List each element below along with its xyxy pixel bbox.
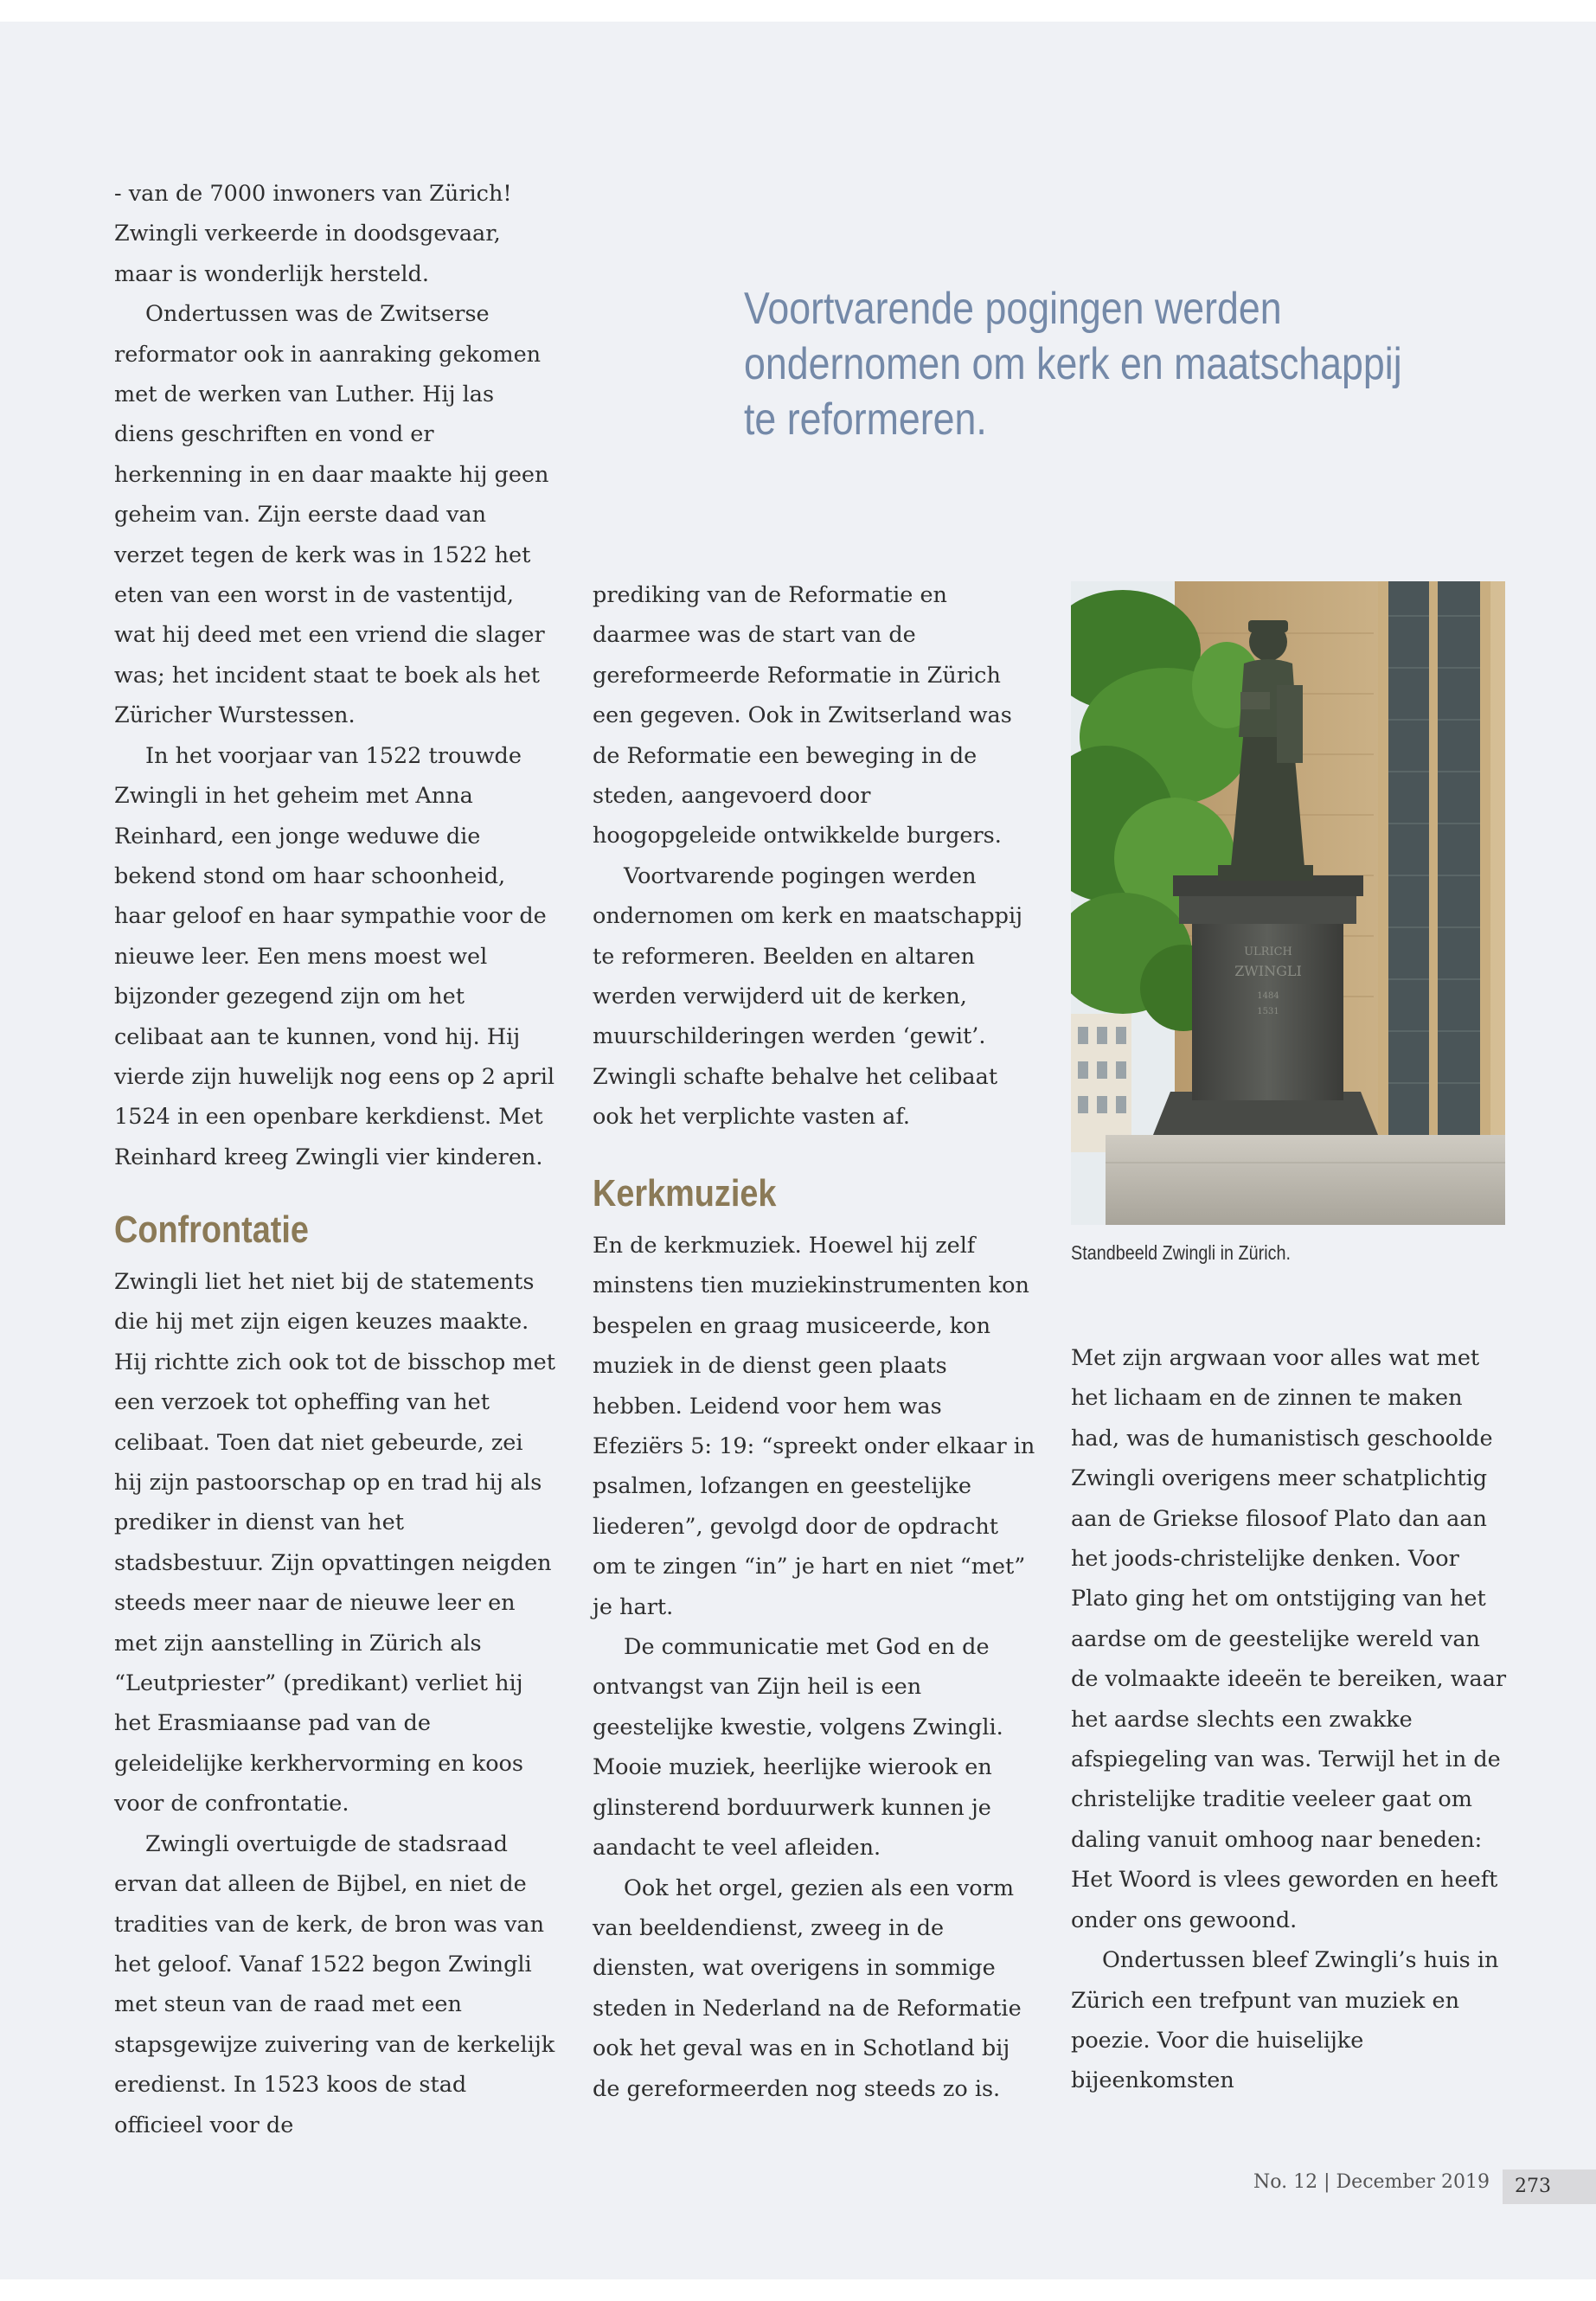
intro-line: maar is wonderlijk hersteld. <box>114 260 429 287</box>
page-number: 273 <box>1503 2170 1596 2204</box>
paragraph: Voortvarende pogingen werden ondernomen om kerk en maatschappij te reformeren. Beelden en altaren werden verwijderd uit de kerken, muurschilderingen werden ‘gewit’. Zwingli schafte behalve het celibaat ook het verplichte vasten af. <box>593 862 1023 1131</box>
paragraph: Zwingli overtuigde de stadsraad ervan dat alleen de Bijbel, en niet de tradities van de kerk, de bron was van het geloof. Vanaf 1522 begon Zwingli met steun van de raad met een stapsgewijze zuivering van de kerkelijk eredienst. In 1523 koos de stad officieel voor de <box>114 1830 555 2138</box>
paragraph: Zwingli liet het niet bij de statements die hij met zijn eigen keuzes maakte. Hij richtte zich ook tot de bisschop met een verzoek tot opheffing van het celibaat. Toen dat niet gebeurde, zei hij zijn pastoorschap op en trad hij als prediker in dienst van het stadsbestuur. Zijn opvattingen neigden steeds meer naar de nieuwe leer en met zijn aanstelling in Zürich als “Leutpriester” (predikant) verliet hij het Erasmiaanse pad van de geleidelijke kerkhervorming en koos voor de confrontatie. <box>114 1269 555 1817</box>
issue-label: No. 12 | December 2019 <box>1253 2171 1490 2193</box>
intro-line: Zwingli verkeerde in doodsgevaar, <box>114 221 501 247</box>
inscription-line: ZWINGLI <box>1234 963 1302 979</box>
paragraph: In het voorjaar van 1522 trouwde Zwingli in het geheim met Anna Reinhard, een jonge weduwe die bekend stond om haar schoonheid, haar geloof en haar sympathie voor de nieuwe leer. Een mens moest wel bijzonder gezegend zijn om het celibaat aan te kunnen, vond hij. Hij vierde zijn huwelijk nog eens op 2 april 1524 in een openbare kerkdienst. Met Reinhard kreeg Zwingli vier kinderen. <box>114 742 555 1170</box>
pull-quote-line: Voortvarende pogingen werden <box>744 284 1282 334</box>
inscription-line: 1484 <box>1257 991 1279 1001</box>
pull-quote <box>744 281 1402 447</box>
column-1-continued <box>114 1208 555 2145</box>
paragraph: prediking van de Reformatie en daarmee was de start van de gereformeerde Reformatie in Zürich een gegeven. Ook in Zwitserland was de Reformatie een beweging in de steden, aangevoerd door hoogopgeleide ontwikkelde burgers. <box>593 582 1012 849</box>
column-3 <box>1071 1338 1512 2101</box>
section-heading-confrontatie: Confrontatie <box>114 1208 309 1251</box>
column-2-continued <box>593 1172 1035 2109</box>
column-1 <box>114 174 555 1177</box>
photo-caption: Standbeeld Zwingli in Zürich. <box>1071 1241 1291 1264</box>
paragraph: Ook het orgel, gezien als een vorm van beeldendienst, zweeg in de diensten, wat overigens in sommige steden in Nederland na de Reformatie ook het geval was en in Schotland bij de gereformeerden nog steeds zo is. <box>593 1875 1022 2102</box>
page-footer <box>0 2170 1596 2204</box>
pull-quote-line: ondernomen om kerk en maatschappij <box>744 339 1402 389</box>
inscription-line: ULRICH <box>1244 945 1292 958</box>
paragraph: Ondertussen bleef Zwingli’s huis in Zürich een trefpunt van muziek en poezie. Voor die huiselijke bijeenkomsten <box>1071 1947 1499 2094</box>
paragraph: De communicatie met God en de ontvangst van Zijn heil is een geestelijke kwestie, volgens Zwingli. Mooie muziek, heerlijke wierook en glinsterend borduurwerk kunnen je aandacht te veel afleiden. <box>593 1634 1003 1862</box>
pull-quote-line: te reformeren. <box>744 394 987 445</box>
magazine-page <box>0 22 1596 2279</box>
paragraph: Met zijn argwaan voor alles wat met het lichaam en de zinnen te maken had, was de humanistisch geschoolde Zwingli overigens meer schatplichtig aan de Griekse filosoof Plato dan aan het joods-christelijke denken. Voor Plato ging het om ontstijging van het aardse om de geestelijke wereld van de volmaakte ideeën te bereiken, waar het aardse slechts een zwakke afspiegeling van was. Terwijl het in de christelijke traditie veeleer gaat om daling vanuit omhoog naar beneden: Het Woord is vlees geworden en heeft onder ons gewoond. <box>1071 1345 1507 1933</box>
zwingli-statue-image <box>1071 581 1505 1225</box>
column-2 <box>593 575 1035 1138</box>
intro-line: - van de 7000 inwoners van Zürich! <box>114 181 512 207</box>
section-heading-kerkmuziek: Kerkmuziek <box>593 1172 777 1215</box>
paragraph: Ondertussen was de Zwitserse reformator ook in aanraking gekomen met de werken van Luther. Hij las diens geschriften en vond er herkenning in en daar maakte hij geen geheim van. Zijn eerste daad van verzet tegen de kerk was in 1522 het eten van een worst in de vastentijd, wat hij deed met een vriend die slager was; het incident staat te boek als het Züricher Wurstessen. <box>114 301 549 729</box>
paragraph: En de kerkmuziek. Hoewel hij zelf minstens tien muziekinstrumenten kon bespelen en graag musiceerde, kon muziek in de dienst geen plaats hebben. Leidend voor hem was Efeziërs 5: 19: “spreekt onder elkaar in psalmen, lofzangen en geestelijke liederen”, gevolgd door de opdracht om te zingen “in” je hart en niet “met” je hart. <box>593 1233 1035 1620</box>
inscription-line: 1531 <box>1257 1007 1279 1016</box>
statue-photo <box>1071 581 1505 1225</box>
paragraph <box>114 174 555 294</box>
